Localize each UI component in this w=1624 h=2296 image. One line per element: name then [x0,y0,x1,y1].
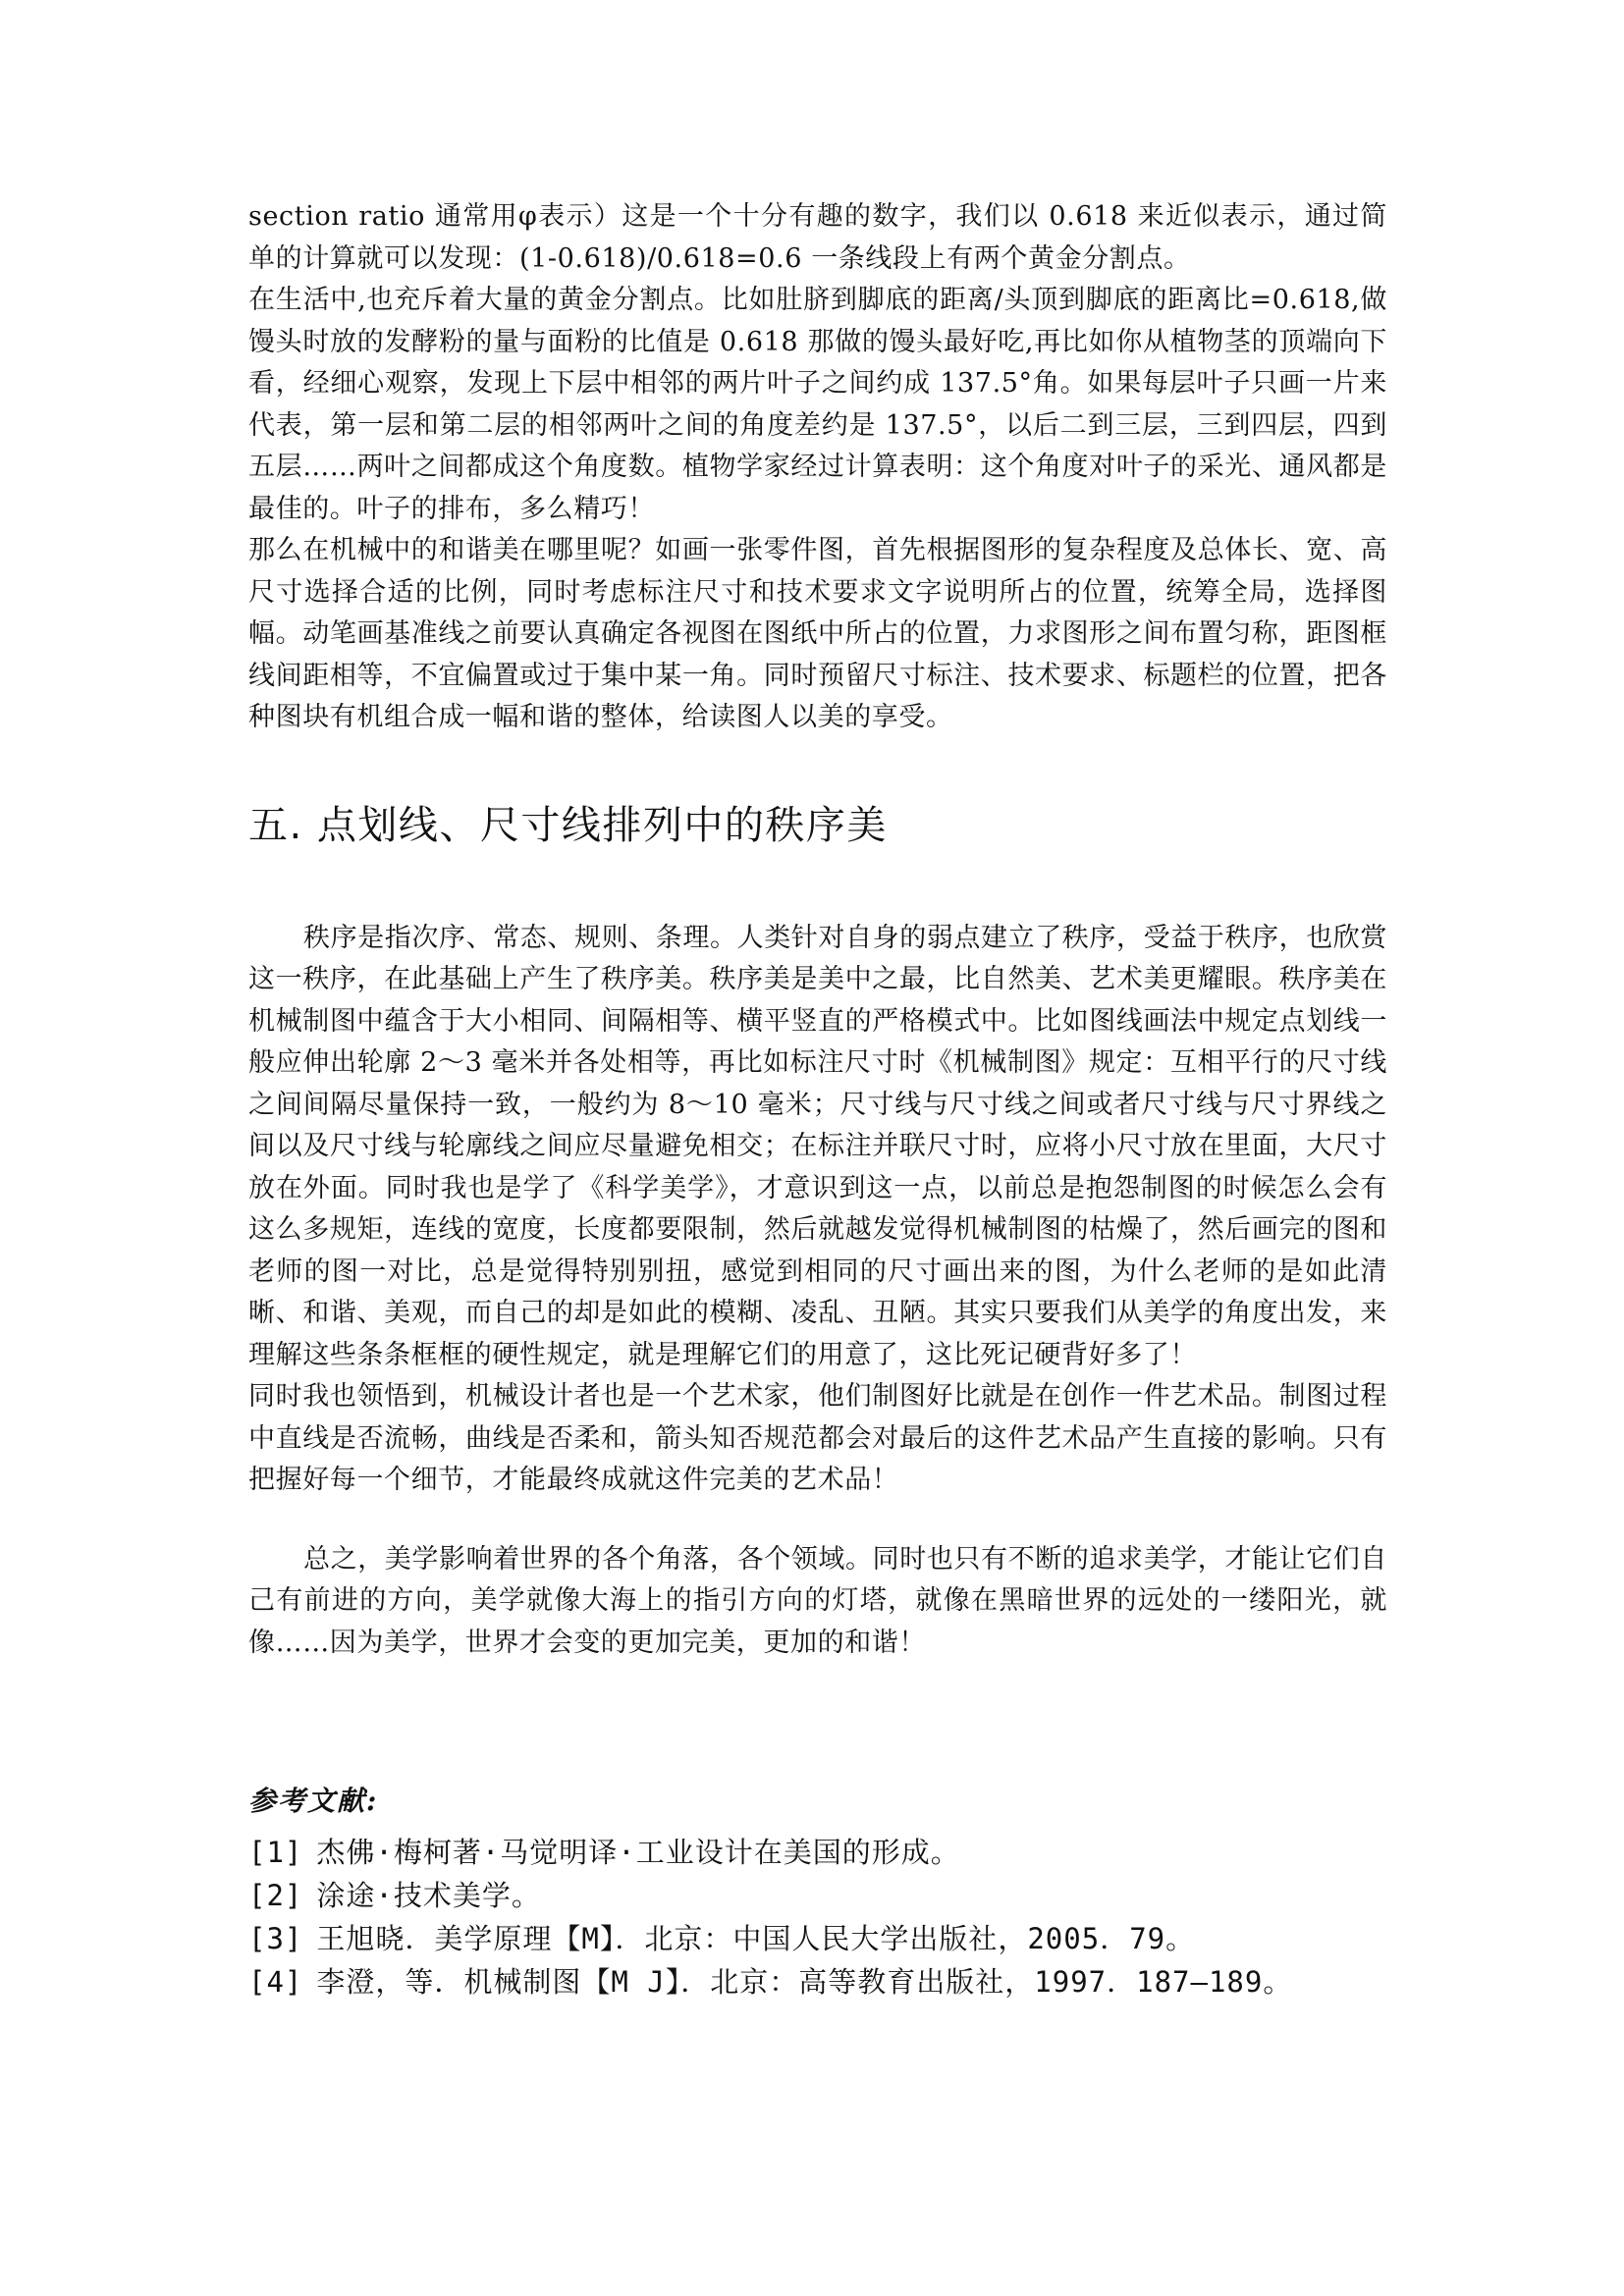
paragraph-gap [248,1502,1387,1539]
reference-text: 李澄，等．机械制图【M J】．北京：高等教育出版社，1997．187—189。 [316,1965,1293,1999]
page-content [248,196,1387,2003]
section-paragraph-designer-artist: 同时我也领悟到，机械设计者也是一个艺术家，他们制图好比就是在创作一件艺术品。制图过程中直线是否流畅，曲线是否柔和，箭头知否规范都会对最后的这件艺术品产生直接的影响。只有把握好每一个细节，才能最终成就这件完美的艺术品！ [248,1381,1387,1495]
reference-item [248,1917,1387,1960]
reference-number: [4] [248,1965,303,1999]
section-heading: 五. 点划线、尺寸线排列中的秩序美 [248,802,888,848]
intro-paragraph-life-examples: 在生活中,也充斥着大量的黄金分割点。比如肚脐到脚底的距离/头顶到脚底的距离比=0.618,做馒头时放的发酵粉的量与面粉的比值是 0.618 那做的馒头最好吃,再比如你从植物茎的顶端向下看，经细心观察，发现上下层中相邻的两片叶子之间约成 137.5°角。如果每层叶子只画一片来代表，第一层和第二层的相邻两叶之间的角度差约是 137.5°，以后二到三层，三到四层，四到五层……两叶之间都成这个角度数。植物学家经过计算表明：这个角度对叶子的采光、通风都是最佳的。叶子的排布，多么精巧！ [248,285,1387,524]
conclusion-paragraph: 总之，美学影响着世界的各个角落，各个领域。同时也只有不断的追求美学，才能让它们自己有前进的方向，美学就像大海上的指引方向的灯塔，就像在黑暗世界的远处的一缕阳光，就像……因为美学，世界才会变的更加完美，更加的和谐！ [248,1543,1387,1658]
reference-text: 杰佛·梅柯著·马觉明译·工业设计在美国的形成。 [316,1836,960,1869]
reference-text: 涂途·技术美学。 [316,1879,541,1912]
reference-number: [1] [248,1836,303,1869]
intro-paragraph-golden-ratio: section ratio 通常用φ表示）这是一个十分有趣的数字，我们以 0.618 来近似表示，通过简单的计算就可以发现：(1-0.618)/0.618=0.6 一条线段上有两个黄金分割点。 [248,201,1387,274]
reference-number: [2] [248,1879,303,1912]
section-paragraph-order-beauty: 秩序是指次序、常态、规则、条理。人类针对自身的弱点建立了秩序，受益于秩序，也欣赏这一秩序，在此基础上产生了秩序美。秩序美是美中之最，比自然美、艺术美更耀眼。秩序美在机械制图中蕴含于大小相同、间隔相等、横平竖直的严格模式中。比如图线画法中规定点划线一般应伸出轮廓 2～3 毫米并各处相等，再比如标注尺寸时《机械制图》规定：互相平行的尺寸线之间间隔尽量保持一致，一般约为 8～10 毫米；尺寸线与尺寸线之间或者尺寸线与尺寸界线之间以及尺寸线与轮廓线之间应尽量避免相交；在标注并联尺寸时，应将小尺寸放在里面，大尺寸放在外面。同时我也是学了《科学美学》，才意识到这一点，以前总是抱怨制图的时候怎么会有这么多规矩，连线的宽度，长度都要限制，然后就越发觉得机械制图的枯燥了，然后画完的图和老师的图一对比，总是觉得特别别扭，感觉到相同的尺寸画出来的图，为什么老师的是如此清晰、和谐、美观，而自己的却是如此的模糊、凌乱、丑陋。其实只要我们从美学的角度出发，来理解这些条条框框的硬性规定，就是理解它们的用意了，这比死记硬背好多了！ [248,922,1387,1370]
references-title: 参考文献: [248,1785,379,1817]
reference-number: [3] [248,1922,303,1955]
references-list [248,1831,1387,2003]
reference-item [248,1960,1387,2003]
intro-paragraph-mechanical-harmony: 那么在机械中的和谐美在哪里呢？如画一张零件图，首先根据图形的复杂程度及总体长、宽、高尺寸选择合适的比例，同时考虑标注尺寸和技术要求文字说明所占的位置，统筹全局，选择图幅。动笔画基准线之前要认真确定各视图在图纸中所占的位置，力求图形之间布置匀称，距图框线间距相等，不宜偏置或过于集中某一角。同时预留尺寸标注、技术要求、标题栏的位置，把各种图块有机组合成一幅和谐的整体，给读图人以美的享受。 [248,535,1387,732]
reference-text: 王旭晓．美学原理【M】．北京：中国人民大学出版社，2005．79。 [316,1922,1196,1955]
reference-item [248,1874,1387,1917]
reference-item [248,1831,1387,1874]
references-section [248,1782,1387,2003]
